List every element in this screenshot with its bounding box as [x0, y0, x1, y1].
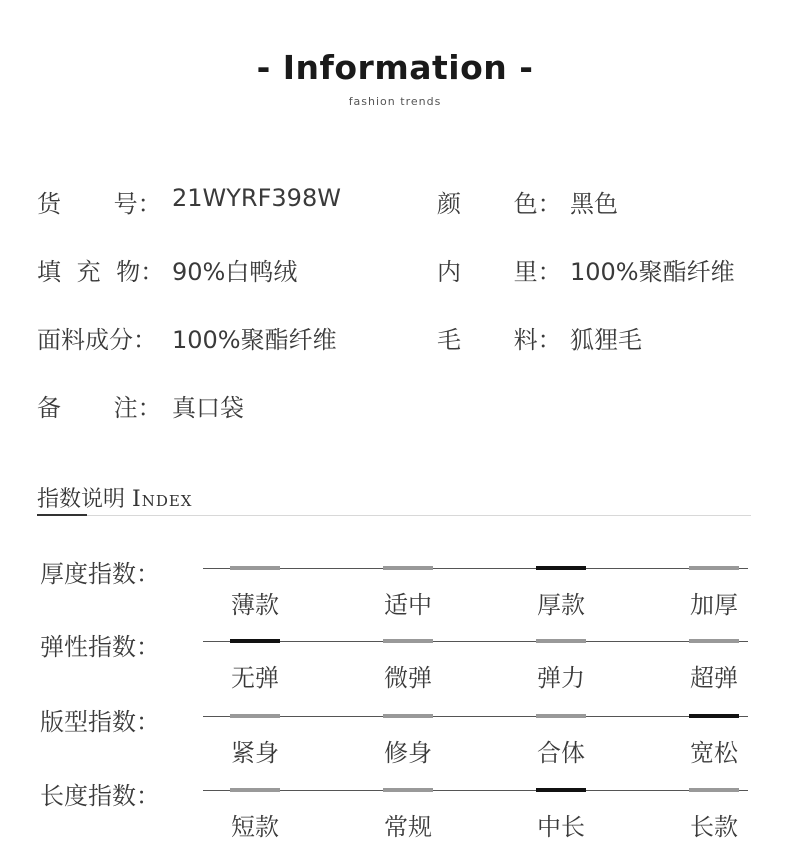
- thickness-index-tick-selected: [536, 566, 586, 570]
- thickness-index-tick: [230, 566, 280, 570]
- item-number-key-text: 货 号：: [37, 190, 162, 218]
- thickness-index-option: 适中: [384, 591, 432, 619]
- length-index-tick: [689, 788, 739, 792]
- elasticity-index-option: 弹力: [537, 664, 585, 692]
- color-value: 黑色: [570, 190, 618, 218]
- length-index-line: [203, 790, 748, 791]
- fabric-value: 100%聚酯纤维: [172, 326, 337, 354]
- elasticity-index-label: 弹性指数：: [40, 633, 160, 661]
- note-value: 真口袋: [172, 394, 244, 422]
- length-index-option: 常规: [384, 813, 432, 841]
- elasticity-index-tick-selected: [230, 639, 280, 643]
- elasticity-index-option: 微弹: [384, 664, 432, 692]
- length-index-option: 长款: [690, 813, 738, 841]
- fur-key-text: 毛 料：: [437, 326, 562, 354]
- fur-value: 狐狸毛: [570, 326, 642, 354]
- length-index-option: 中长: [537, 813, 585, 841]
- thickness-index-tick: [383, 566, 433, 570]
- fit-index-option: 修身: [384, 739, 432, 767]
- fit-index-tick: [383, 714, 433, 718]
- elasticity-index-option: 无弹: [231, 664, 279, 692]
- lining-key: [437, 252, 562, 287]
- thickness-index-line: [203, 568, 748, 569]
- elasticity-index-option: 超弹: [690, 664, 738, 692]
- elasticity-index-tick: [536, 639, 586, 643]
- thickness-index-option: 薄款: [231, 591, 279, 619]
- note-key-text: 备 注：: [37, 394, 162, 422]
- elasticity-index-tick: [689, 639, 739, 643]
- color-key-text: 颜 色：: [437, 190, 562, 218]
- fur-key: [437, 320, 562, 355]
- info-subtitle: fashion trends: [348, 95, 442, 108]
- length-index-tick: [383, 788, 433, 792]
- color-key: [437, 184, 562, 219]
- fit-index-line: [203, 716, 748, 717]
- index-heading: [37, 482, 193, 513]
- fit-index-tick-selected: [689, 714, 739, 718]
- index-heading-cn: 指数说明: [37, 487, 126, 512]
- length-index-option: 短款: [231, 813, 279, 841]
- fit-index-tick: [536, 714, 586, 718]
- note-key: [37, 388, 162, 423]
- thickness-index-tick: [689, 566, 739, 570]
- length-index-tick: [230, 788, 280, 792]
- item-number-key: [37, 184, 162, 219]
- index-divider-accent: [37, 514, 87, 516]
- lining-value: 100%聚酯纤维: [570, 258, 735, 286]
- index-heading-en: Index: [132, 487, 193, 512]
- fit-index-option: 合体: [537, 739, 585, 767]
- filling-key: [37, 252, 164, 287]
- fabric-key: 面料成分：: [37, 326, 157, 354]
- item-number-value: 21WYRF398W: [172, 184, 341, 212]
- elasticity-index-line: [203, 641, 748, 642]
- fit-index-label: 版型指数：: [40, 708, 160, 736]
- elasticity-index-tick: [383, 639, 433, 643]
- filling-key-text: 填 充 物：: [37, 258, 165, 286]
- fit-index-option: 宽松: [690, 739, 738, 767]
- length-index-label: 长度指数：: [40, 782, 160, 810]
- thickness-index-option: 加厚: [690, 591, 738, 619]
- lining-key-text: 内 里：: [437, 258, 562, 286]
- thickness-index-option: 厚款: [537, 591, 585, 619]
- index-divider: [37, 515, 751, 516]
- filling-value: 90%白鸭绒: [172, 258, 298, 286]
- info-title: - Information -: [256, 48, 534, 87]
- thickness-index-label: 厚度指数：: [40, 560, 160, 588]
- length-index-tick-selected: [536, 788, 586, 792]
- fit-index-option: 紧身: [231, 739, 279, 767]
- fit-index-tick: [230, 714, 280, 718]
